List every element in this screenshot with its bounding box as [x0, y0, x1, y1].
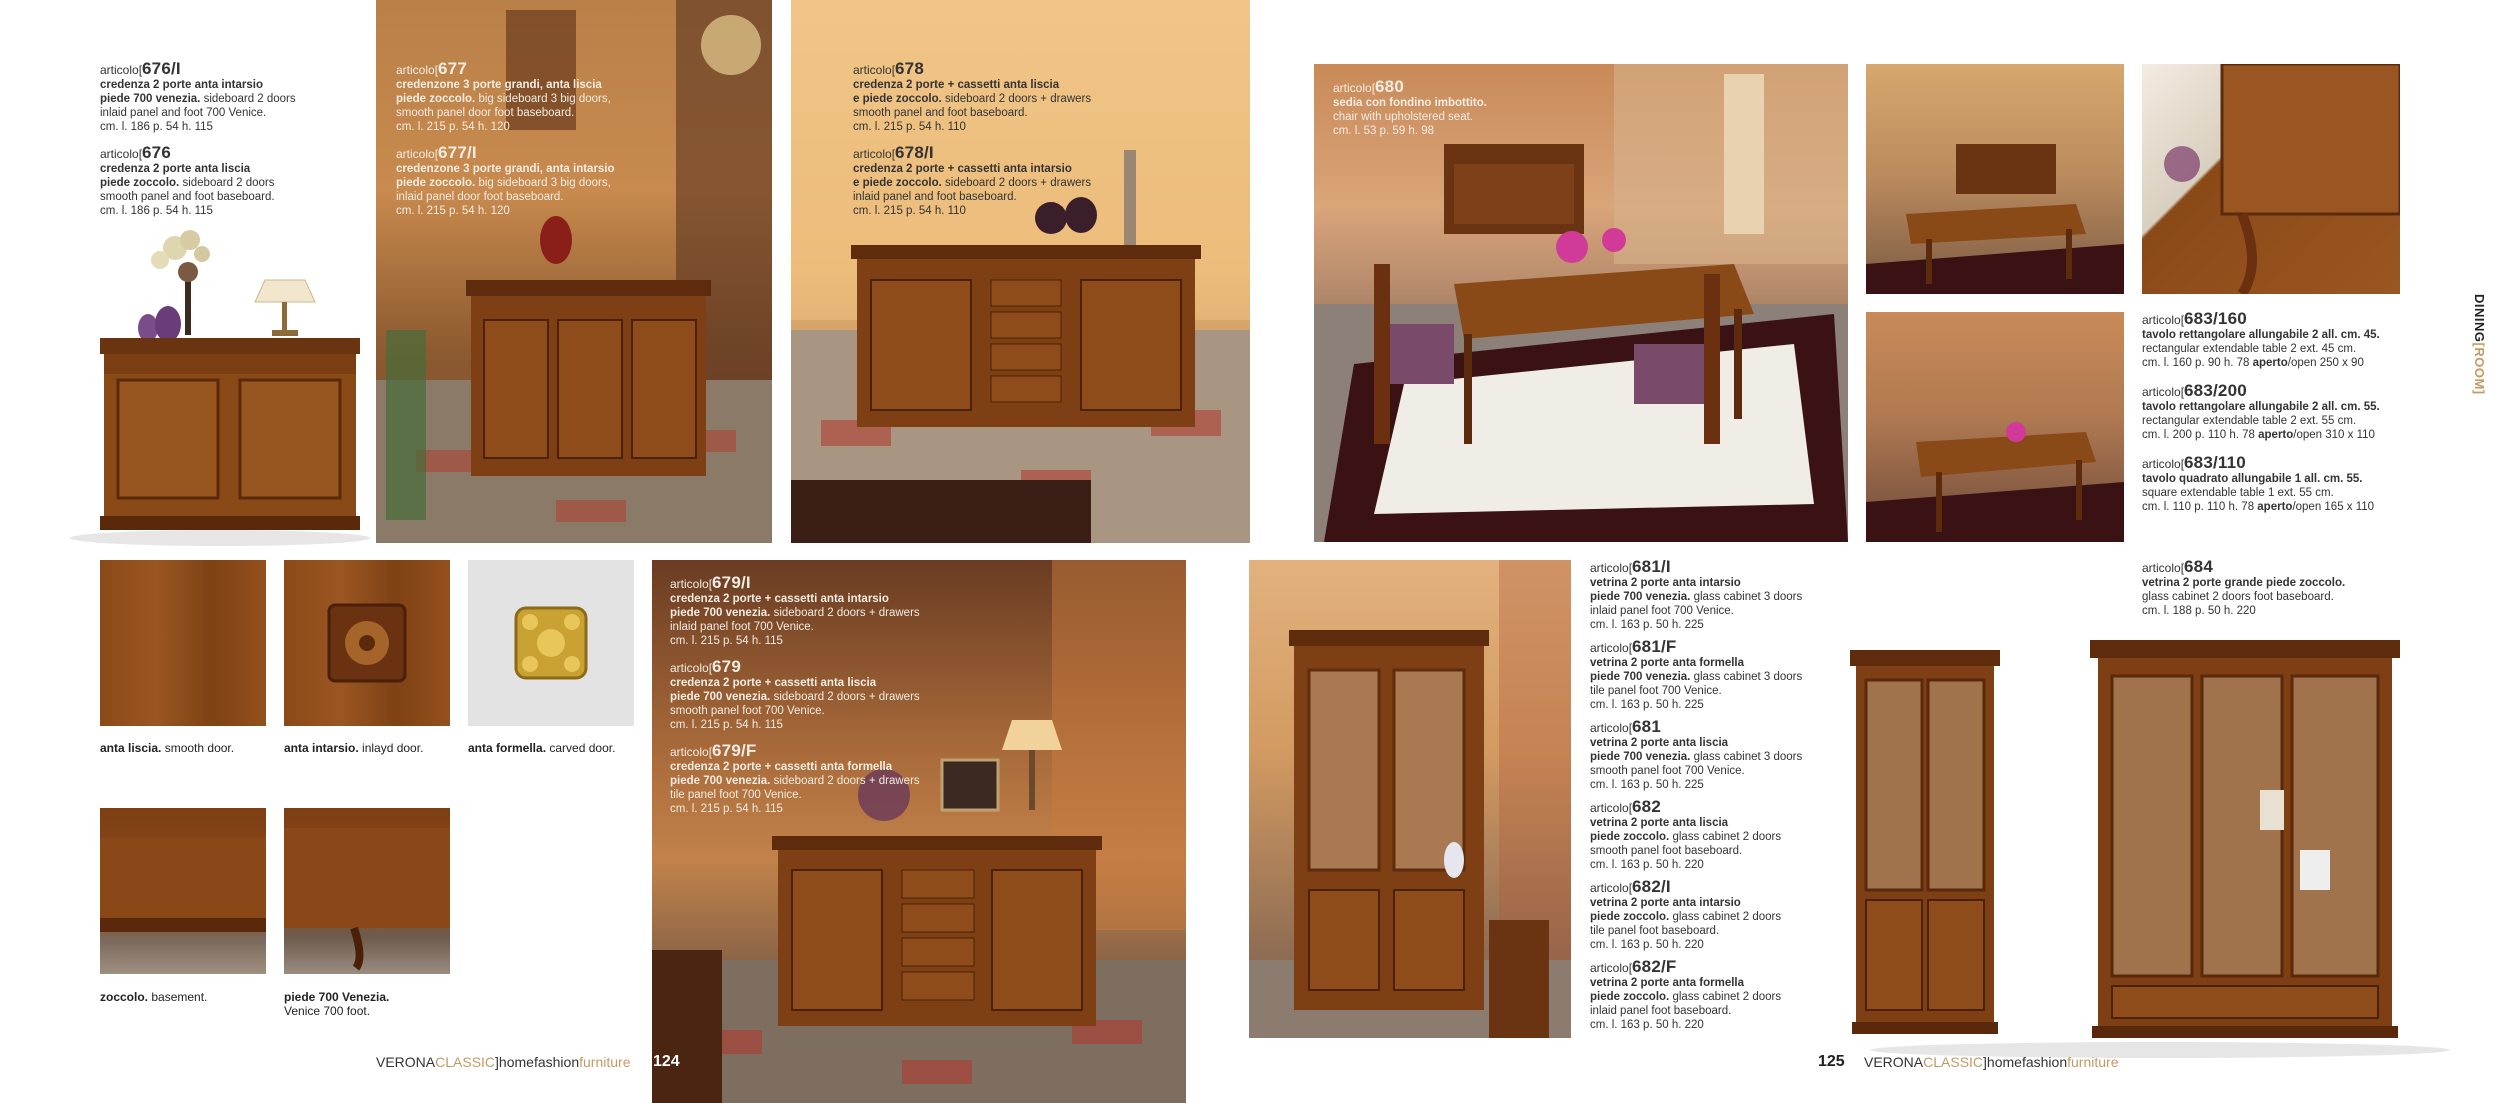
dimensions: cm. l. 215 p. 54 h. 110: [853, 121, 966, 133]
dimensions: cm. l. 200 p. 110 h. 78 aperto/open 310 x 110: [2142, 429, 2375, 441]
swatch-caption: zoccolo. basement.: [100, 990, 208, 1004]
dimensions: cm. l. 163 p. 50 h. 220: [1590, 1019, 1704, 1031]
sideboard-676-photo: [40, 220, 370, 550]
table-683-photo-1: [1866, 64, 2124, 294]
article-number: 680: [1375, 77, 1404, 96]
dimensions: cm. l. 215 p. 54 h. 120: [396, 205, 510, 217]
dimensions: cm. l. 163 p. 50 h. 225: [1590, 619, 1704, 631]
article-number: 682/F: [1632, 957, 1677, 976]
dimensions: cm. l. 163 p. 50 h. 225: [1590, 779, 1704, 791]
article-entry: articolo[681/F vetrina 2 porte anta formella piede 700 venezia. glass cabinet 3 doors tile panel foot 700 Venice. cm. l. 163 p. 50 h. 225: [1590, 640, 1850, 712]
swatch-basement: [100, 808, 266, 974]
article-number: 683/160: [2184, 309, 2247, 328]
article-entry: articolo[682/I vetrina 2 porte anta intarsio piede zoccolo. glass cabinet 2 doors tile panel foot baseboard. cm. l. 163 p. 50 h. 220: [1590, 880, 1850, 952]
table-683-photo-2: [1866, 312, 2124, 542]
article-number: 683/200: [2184, 381, 2247, 400]
swatch-caption: anta formella. carved door.: [468, 741, 616, 755]
dimensions: cm. l. 163 p. 50 h. 225: [1590, 699, 1704, 711]
article-entry: articolo[683/200 tavolo rettangolare allungabile 2 all. cm. 55. rectangular extendable table 2 ext. 55 cm. cm. l. 200 p. 110 h. 78 aperto/open 310 x 110: [2142, 384, 2412, 442]
article-entry: articolo[681/I vetrina 2 porte anta intarsio piede 700 venezia. glass cabinet 3 doors inlaid panel foot 700 Venice. cm. l. 163 p. 50 h. 225: [1590, 560, 1850, 632]
article-number: 681/F: [1632, 637, 1677, 656]
article-number: 682/I: [1632, 877, 1671, 896]
article-number: 683/110: [2184, 453, 2246, 472]
article-entry: articolo[678 credenza 2 porte + cassetti anta liscia e piede zoccolo. sideboard 2 doors + drawers smooth panel and foot baseboard. cm. l. 215 p. 54 h. 110: [853, 62, 1123, 134]
article-number: 684: [2184, 557, 2213, 576]
article-684-block: articolo[684 vetrina 2 porte grande piede zoccolo. glass cabinet 2 doors foot baseboard. cm. l. 188 p. 50 h. 220: [2142, 560, 2412, 618]
article-number: 678/I: [895, 143, 934, 162]
article-number: 677: [438, 59, 467, 78]
article-entry: articolo[682/F vetrina 2 porte anta formella piede zoccolo. glass cabinet 2 doors inlaid panel foot baseboard. cm. l. 163 p. 50 h. 220: [1590, 960, 1850, 1032]
section-side-label: DINING[ROOM]: [2472, 294, 2487, 395]
article-number: 679: [712, 657, 741, 676]
article-prefix: articolo: [100, 63, 139, 77]
article-683-block: [2142, 309, 2412, 526]
dimensions: cm. l. 215 p. 54 h. 110: [853, 205, 966, 217]
article-number: 679/F: [712, 741, 757, 760]
page-number-left: 124: [653, 1053, 680, 1070]
article-number: 676/I: [142, 59, 181, 78]
dimensions: cm. l. 163 p. 50 h. 220: [1590, 939, 1704, 951]
article-677-block: [396, 59, 676, 230]
swatch-caption: piede 700 Venezia. Venice 700 foot.: [284, 990, 390, 1018]
article-entry: articolo[683/110 tavolo quadrato allungabile 1 all. cm. 55. square extendable table 1 ext. 55 cm. cm. l. 110 p. 110 h. 78 aperto/open 165 x 110: [2142, 456, 2412, 514]
table-683-detail-photo: [2142, 64, 2400, 294]
article-entry: articolo[681 vetrina 2 porte anta liscia piede 700 venezia. glass cabinet 3 doors smooth panel foot 700 Venice. cm. l. 163 p. 50 h. 225: [1590, 720, 1850, 792]
article-entry: articolo[679 credenza 2 porte + cassetti anta liscia piede 700 venezia. sideboard 2 doors + drawers smooth panel foot 700 Venice. cm. l. 215 p. 54 h. 115: [670, 660, 970, 732]
swatch-carved-door: [468, 560, 634, 726]
page-number-right: 125: [1818, 1053, 1845, 1070]
dimensions: cm. l. 110 p. 110 h. 78 aperto/open 165 x 110: [2142, 501, 2375, 513]
dimensions: cm. l. 186 p. 54 h. 115: [100, 205, 213, 217]
swatch-smooth-door: [100, 560, 266, 726]
article-entry: articolo[677/I credenzone 3 porte grandi, anta intarsio piede zoccolo. big sideboard 3 big doors, inlaid panel door foot baseboard. cm. l. 215 p. 54 h. 120: [396, 146, 676, 218]
article-entry: articolo[678/I credenza 2 porte + cassetti anta intarsio e piede zoccolo. sideboard 2 doors + drawers inlaid panel and foot baseboard. cm. l. 215 p. 54 h. 110: [853, 146, 1123, 218]
article-title: credenza 2 porte anta intarsio: [100, 79, 263, 91]
brand-footer-left: VERONACLASSIC]homefashionfurniture: [376, 1054, 631, 1070]
article-entry: articolo[679/F credenza 2 porte + cassetti anta formella piede 700 venezia. sideboard 2 doors + drawers tile panel foot 700 Venice. cm. l. 215 p. 54 h. 115: [670, 744, 970, 816]
article-679-block: [670, 573, 970, 828]
article-entry: articolo[679/I credenza 2 porte + cassetti anta intarsio piede 700 venezia. sideboard 2 doors + drawers inlaid panel foot 700 Venice. cm. l. 215 p. 54 h. 115: [670, 576, 970, 648]
article-number: 681/I: [1632, 557, 1671, 576]
article-number: 679/I: [712, 573, 751, 592]
dimensions: cm. l. 186 p. 54 h. 115: [100, 121, 213, 133]
swatch-inlayd-door: [284, 560, 450, 726]
swatch-caption: anta intarsio. inlayd door.: [284, 741, 424, 755]
article-678-block: [853, 59, 1123, 230]
article-entry: articolo[682 vetrina 2 porte anta liscia piede zoccolo. glass cabinet 2 doors smooth panel foot baseboard. cm. l. 163 p. 50 h. 220: [1590, 800, 1850, 872]
swatch-caption: anta liscia. smooth door.: [100, 741, 235, 755]
dimensions: cm. l. 160 p. 90 h. 78 aperto/open 250 x 90: [2142, 357, 2364, 369]
dimensions: cm. l. 53 p. 59 h. 98: [1333, 125, 1435, 137]
dimensions: cm. l. 188 p. 50 h. 220: [2142, 605, 2256, 617]
article-number: 678: [895, 59, 924, 78]
article-number: 677/I: [438, 143, 477, 162]
dimensions: cm. l. 215 p. 54 h. 115: [670, 719, 783, 731]
article-entry: articolo[677 credenzone 3 porte grandi, anta liscia piede zoccolo. big sideboard 3 big doors, smooth panel door foot baseboard. cm. l. 215 p. 54 h. 120: [396, 62, 676, 134]
vitrines-682-684-photo: [1830, 630, 2450, 1060]
swatch-venice-foot: [284, 808, 450, 974]
dimensions: cm. l. 163 p. 50 h. 220: [1590, 859, 1704, 871]
article-681-682-block: [1590, 557, 1850, 1032]
article-entry: articolo[676 credenza 2 porte anta liscia piede zoccolo. sideboard 2 doors smooth panel and foot baseboard. cm. l. 186 p. 54 h. 115: [100, 146, 370, 218]
article-number: 682: [1632, 797, 1661, 816]
dimensions: cm. l. 215 p. 54 h. 115: [670, 803, 783, 815]
article-676-block: [100, 59, 370, 230]
brand-footer-right: VERONACLASSIC]homefashionfurniture: [1864, 1054, 2119, 1070]
article-number: 676: [142, 143, 171, 162]
vitrine-681-photo: [1249, 560, 1571, 1038]
article-680-block: articolo[680 sedia con fondino imbottito. chair with upholstered seat. cm. l. 53 p. 59 h. 98: [1333, 80, 1573, 138]
dimensions: cm. l. 215 p. 54 h. 120: [396, 121, 510, 133]
article-entry: articolo[676/I credenza 2 porte anta intarsio piede 700 venezia. sideboard 2 doors inlaid panel and foot 700 Venice. cm. l. 186 p. 54 h. 115: [100, 62, 370, 134]
article-number: 681: [1632, 717, 1661, 736]
article-entry: articolo[683/160 tavolo rettangolare allungabile 2 all. cm. 45. rectangular extendable table 2 ext. 45 cm. cm. l. 160 p. 90 h. 78 aperto/open 250 x 90: [2142, 312, 2412, 370]
dimensions: cm. l. 215 p. 54 h. 115: [670, 635, 783, 647]
